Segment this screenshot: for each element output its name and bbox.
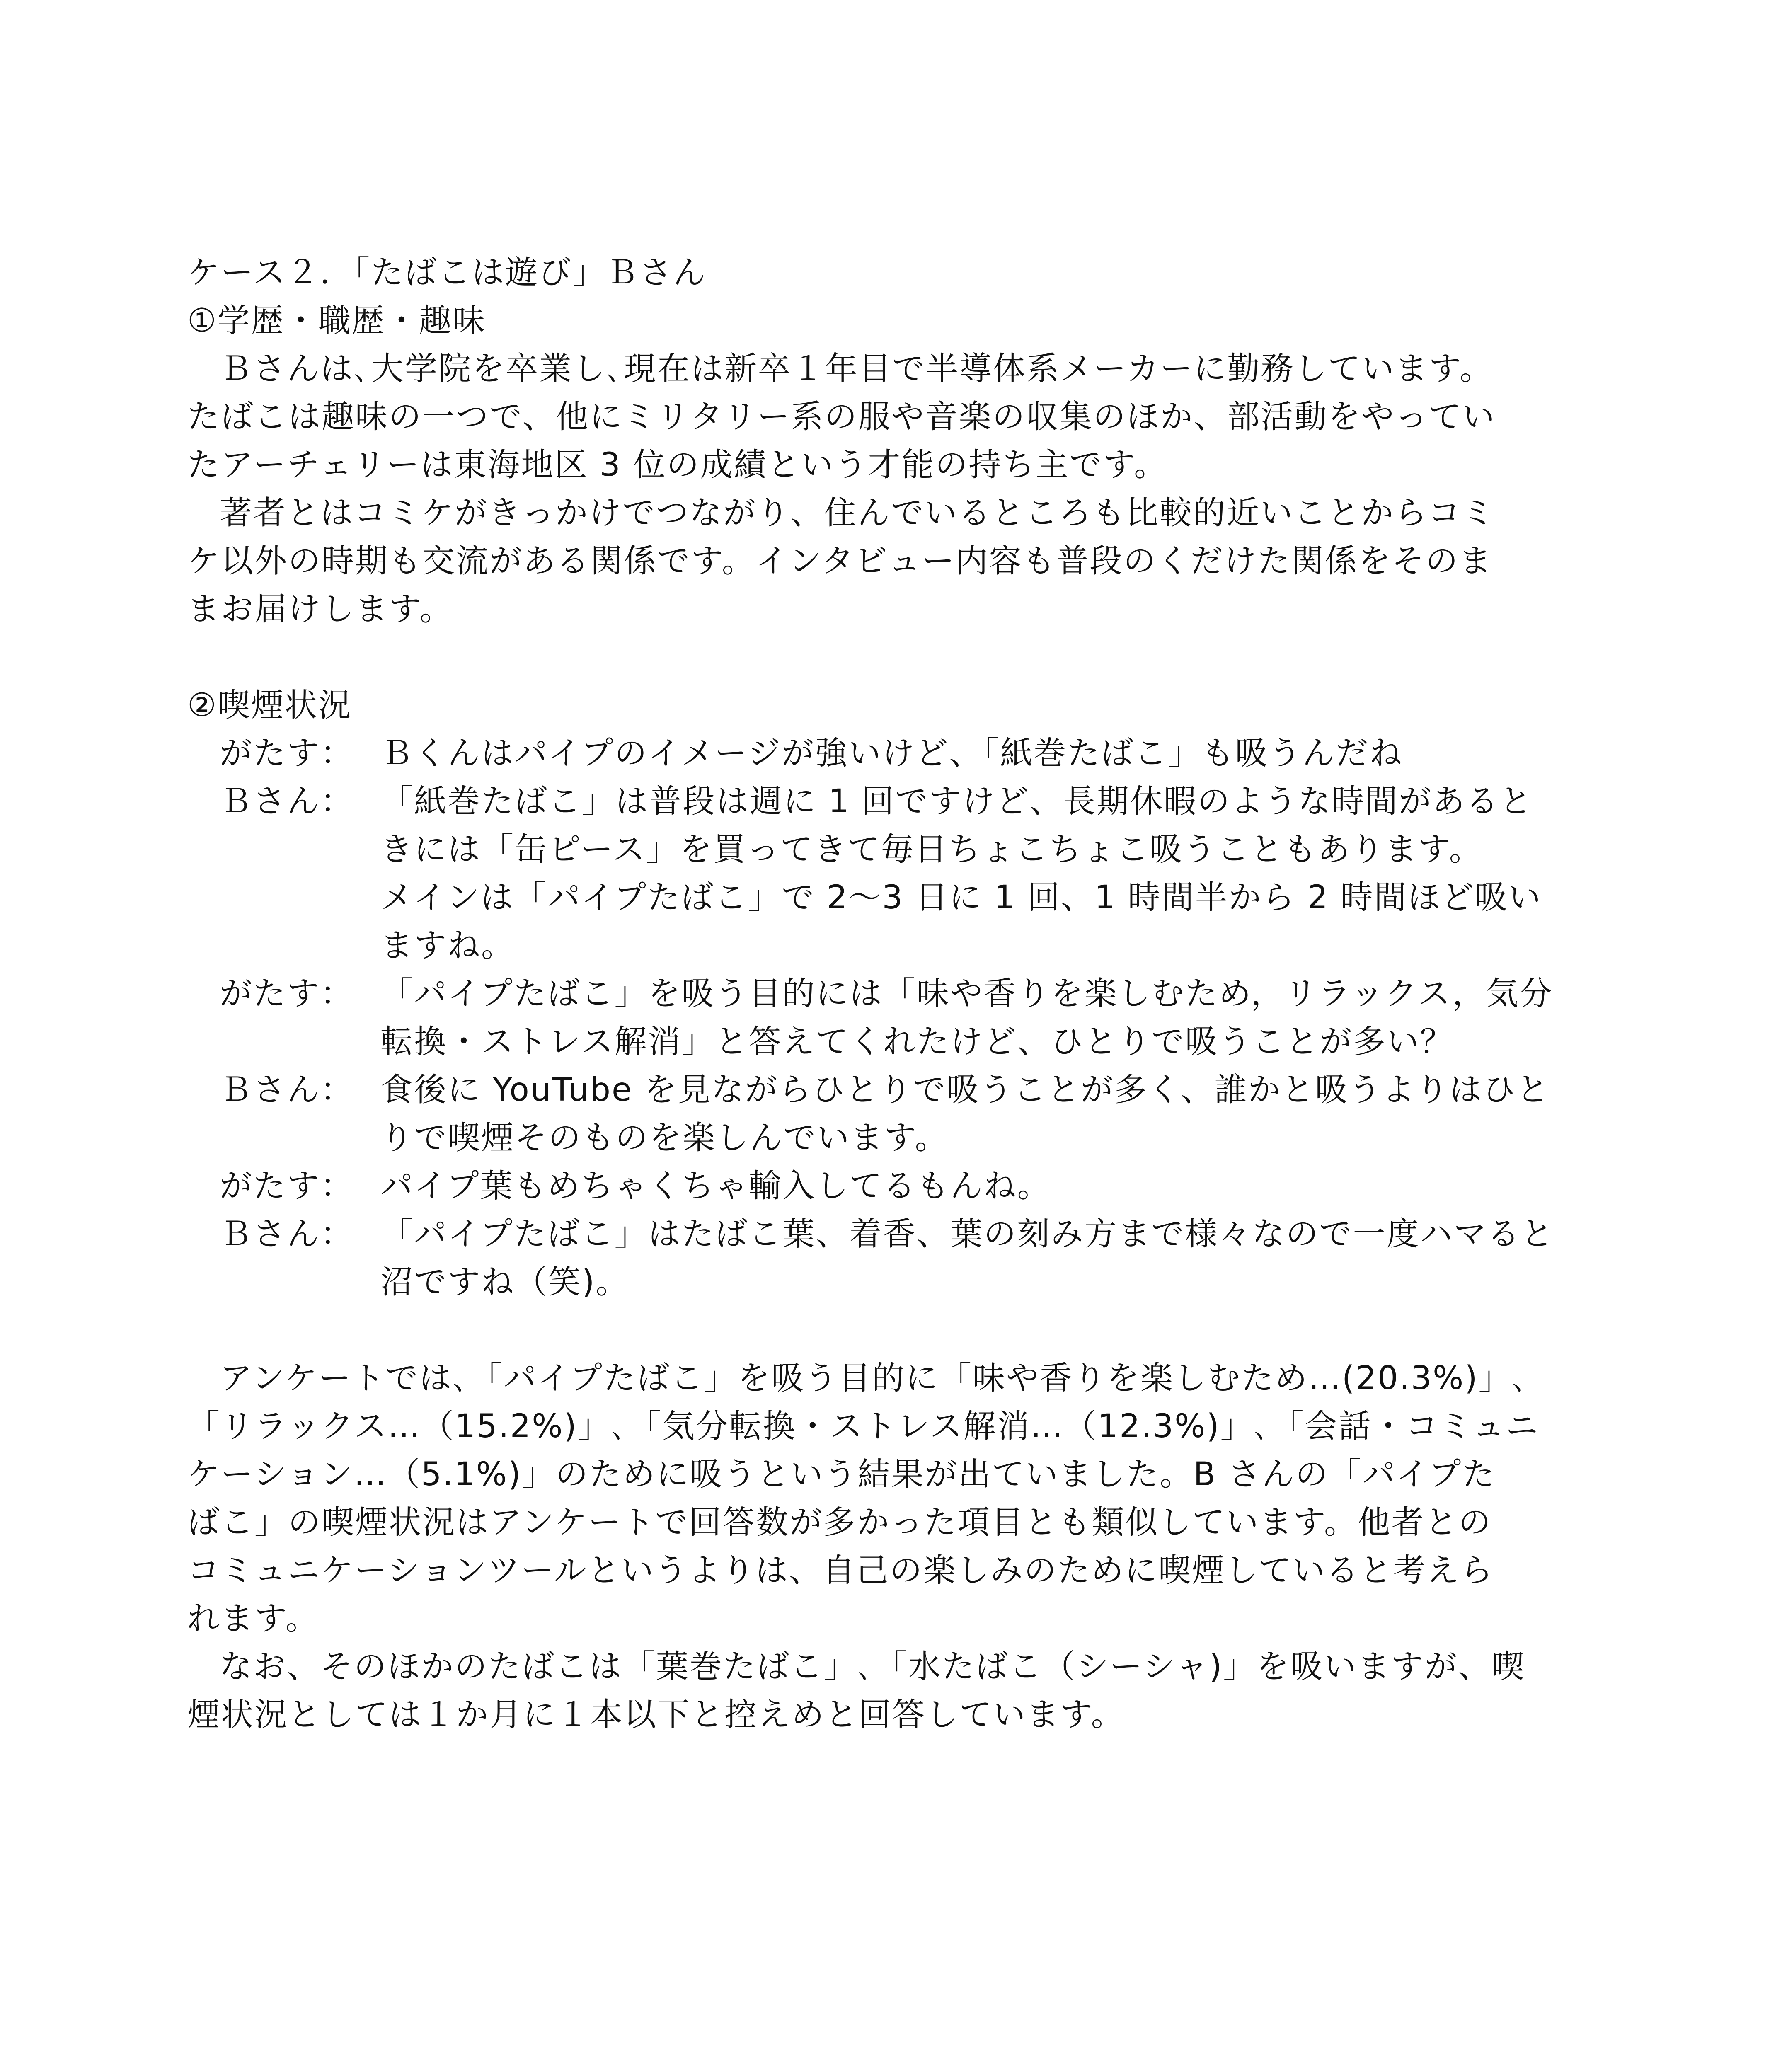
utterance-line: 沼ですね（笑)。 [380,1264,630,1301]
utterance [380,729,1596,777]
blank-line [187,1306,1596,1354]
case-heading: ケース２．「たばこは遊び」Ｂさん [187,254,707,291]
paragraph-line: ばこ」の喫煙状況はアンケートで回答数が多かった項目とも類似しています。他者との [187,1504,1492,1541]
paragraph-line: まお届けします。 [187,591,453,628]
paragraph-relationship [187,489,1596,633]
paragraph-survey [187,1354,1596,1643]
utterance [380,1066,1596,1162]
speaker-label: Ｂさん： [220,783,354,820]
utterance-line: パイプ葉もめちゃくちゃ輸入してるもんね。 [380,1167,1051,1205]
paragraph-line: Ｂさんは､大学院を卒業し､現在は新卒１年目で半導体系メーカーに勤務しています。 [220,350,1494,387]
paragraph-line: れます。 [187,1600,319,1637]
paragraph-line: なお、そのほかのたばこは「葉巻たばこ」､「水たばこ（シーシャ)」を吸いますが、喫 [220,1648,1525,1685]
dialogue-turn [187,970,1596,1066]
section-title-background: ①学歴・職歴・趣味 [187,302,486,339]
utterance [380,1210,1596,1306]
interview-dialogue [187,729,1596,1306]
speaker-label: がたす： [220,975,354,1012]
speaker-label: Ｂさん： [220,1215,354,1253]
utterance [380,970,1596,1066]
paragraph-line: 著者とはコミケがきっかけでつながり、住んでいるところも比較的近いことからコミ [220,494,1496,532]
dialogue-turn [187,1066,1596,1162]
utterance-line: りで喫煙そのものを楽しんでいます。 [380,1119,949,1157]
paragraph-line: ケーション…（5.1%)」のために吸うという結果が出ていました。B さんの「パイプた [187,1456,1496,1493]
paragraph-line: アンケートでは､「パイプたばこ」を吸う目的に「味や香りを楽しむため…(20.3%)」､ [220,1360,1530,1397]
paragraph-line: ケ以外の時期も交流がある関係です。インタビュー内容も普段のくだけた関係をそのま [187,542,1493,580]
dialogue-turn [187,1210,1596,1306]
blank-line [187,633,1596,681]
utterance-line: 転換・ストレス解消」と答えてくれたけど、ひとりで吸うことが多い？ [380,1023,1454,1060]
paragraph-line: たばこは趣味の一つで、他にミリタリー系の服や音楽の収集のほか、部活動をやってい [187,398,1496,436]
utterance-line: 「パイプたばこ」を吸う目的には「味や香りを楽しむため，リラックス，気分 [380,975,1553,1012]
utterance [380,1162,1596,1210]
speaker-label: がたす： [220,1167,354,1205]
utterance-line: ますね。 [380,927,515,964]
paragraph-line: コミュニケーションツールというよりは、自己の楽しみのために喫煙していると考えら [187,1552,1494,1589]
paragraph-other-tobacco [187,1643,1596,1739]
section-title-smoking: ②喫煙状況 [187,687,352,724]
utterance-line: 「パイプたばこ」はたばこ葉、着香、葉の刻み方まで様々なので一度ハマると [380,1215,1554,1253]
paragraph-line: 煙状況としては１か月に１本以下と控えめと回答しています。 [187,1696,1125,1733]
utterance-line: 食後に YouTube を見ながらひとりで吸うことが多く、誰かと吸うよりはひと [380,1071,1550,1109]
document-body [187,249,1596,1739]
speaker-label: がたす： [220,735,354,772]
utterance-line: メインは「パイプたばこ」で 2～3 日に 1 回、1 時間半から 2 時間ほど吸い [380,879,1542,916]
paragraph-line: たアーチェリーは東海地区 3 位の成績という才能の持ち主です。 [187,446,1168,484]
paragraph-line: 「リラックス…（15.2%)」､「気分転換・ストレス解消…（12.3%)」､「会話・コミュニ [187,1408,1540,1445]
utterance-line: 「紙巻たばこ」は普段は週に 1 回ですけど、長期休暇のような時間があると [380,783,1533,820]
paragraph-profile [187,345,1596,489]
dialogue-turn [187,729,1596,777]
utterance-line: Ｂくんはパイプのイメージが強いけど、「紙巻たばこ」も吸うんだね [380,735,1403,772]
speaker-label: Ｂさん： [220,1071,354,1109]
dialogue-turn [187,1162,1596,1210]
utterance [380,777,1596,970]
dialogue-turn [187,777,1596,970]
utterance-line: きには「缶ピース」を買ってきて毎日ちょこちょこ吸うこともあります。 [380,831,1483,868]
